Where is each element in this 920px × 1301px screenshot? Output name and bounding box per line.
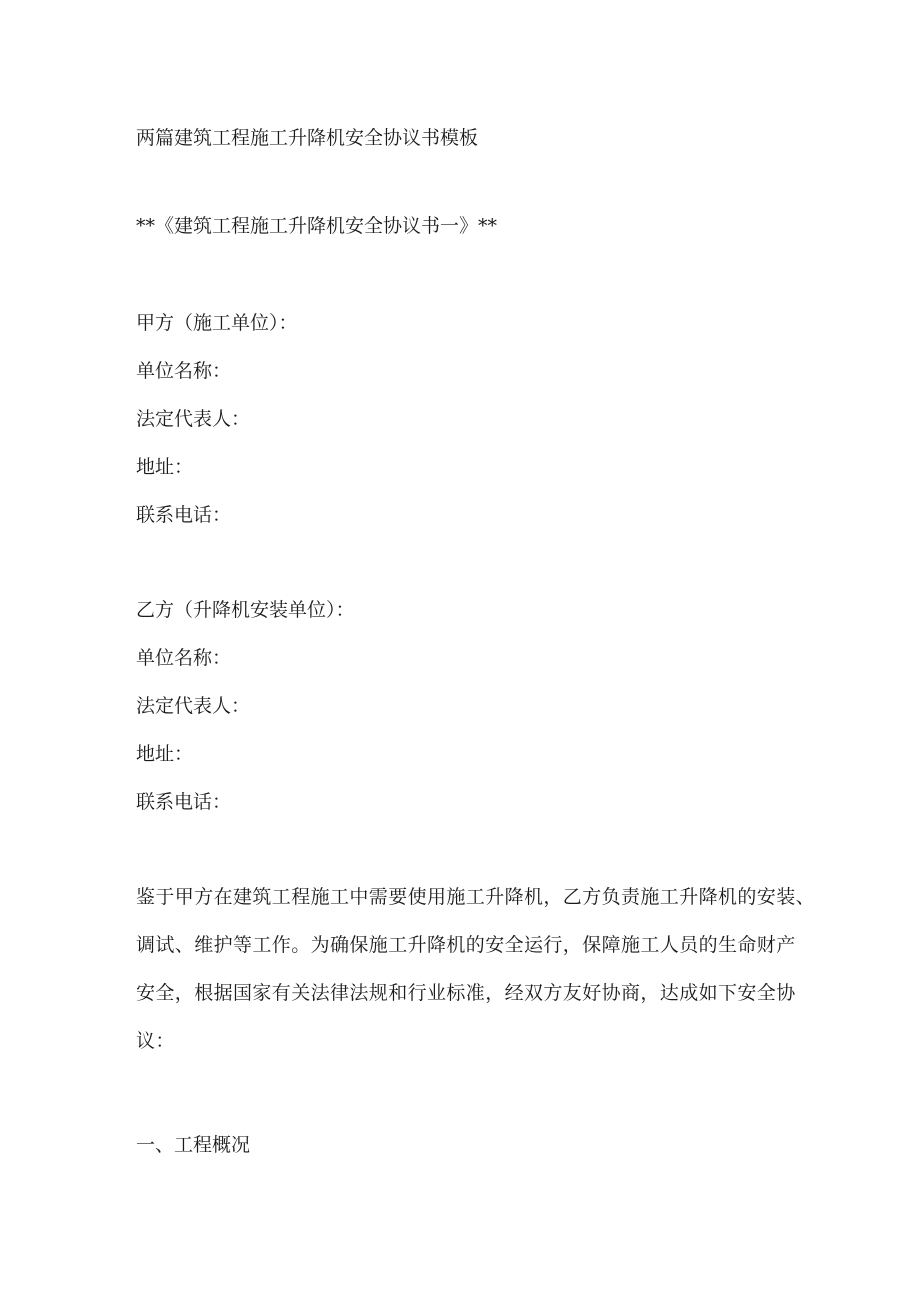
preamble-line: 安全，根据国家有关法律法规和行业标准，经双方友好协商，达成如下安全协 <box>136 982 796 1004</box>
section-heading: 一、工程概况 <box>136 1134 251 1156</box>
party-a-rep-label: 法定代表人： <box>136 408 251 430</box>
preamble-line: 鉴于甲方在建筑工程施工中需要使用施工升降机，乙方负责施工升降机的安装、 <box>136 886 816 908</box>
party-b-name-label: 单位名称： <box>136 647 232 669</box>
preamble-line: 调试、维护等工作。为确保施工升降机的安全运行，保障施工人员的生命财产 <box>136 934 796 956</box>
document-title: 两篇建筑工程施工升降机安全协议书模板 <box>136 127 479 149</box>
party-a-address-label: 地址： <box>136 456 194 478</box>
preamble-paragraph <box>136 885 816 1077</box>
party-a-phone-label: 联系电话： <box>136 504 232 526</box>
party-b-address-label: 地址： <box>136 743 194 765</box>
party-a-heading: 甲方（施工单位）： <box>136 312 298 334</box>
party-b-rep-label: 法定代表人： <box>136 695 251 717</box>
party-a-name-label: 单位名称： <box>136 360 232 382</box>
agreement-subtitle: **《建筑工程施工升降机安全协议书一》** <box>136 215 498 237</box>
party-b-phone-label: 联系电话： <box>136 791 232 813</box>
preamble-line: 议： <box>136 1030 175 1052</box>
party-b-heading: 乙方（升降机安装单位）： <box>136 599 355 621</box>
